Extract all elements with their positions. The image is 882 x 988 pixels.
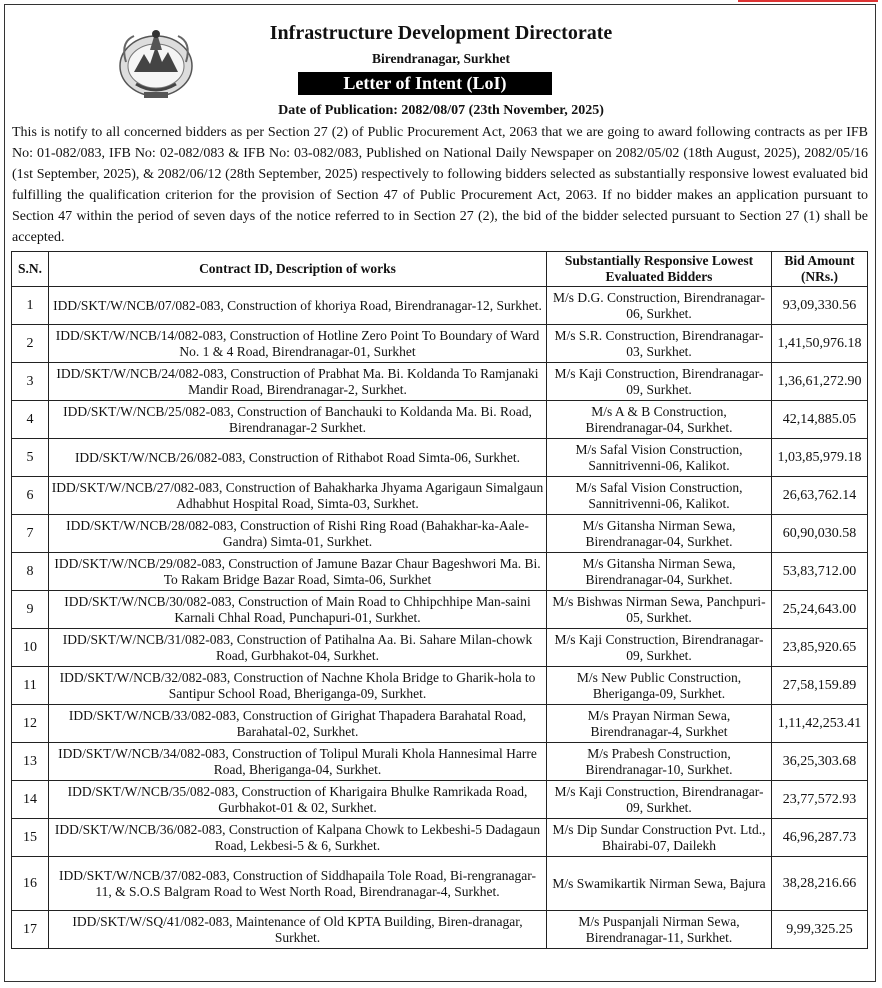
cell-contract-description: IDD/SKT/W/NCB/35/082-083, Construction of Kharigaira Bhulke Ramrikada Road, Gurbhakot-01 & 02, Surkhet. [49, 781, 547, 819]
top-accent-line [738, 0, 878, 2]
cell-bidder: M/s A & B Construction, Birendranagar-04, Surkhet. [547, 401, 772, 439]
table-header-row [12, 252, 868, 287]
cell-bid-amount: 26,63,762.14 [772, 477, 868, 515]
cell-bidder: M/s Kaji Construction, Birendranagar-09, Surkhet. [547, 363, 772, 401]
table-row [12, 515, 868, 553]
cell-contract-description: IDD/SKT/W/NCB/34/082-083, Construction of Tolipul Murali Khola Hannesimal Harre Road, Bheriganga-04, Surkhet. [49, 743, 547, 781]
cell-bid-amount: 38,28,216.66 [772, 857, 868, 911]
cell-contract-description: IDD/SKT/W/NCB/25/082-083, Construction of Banchauki to Koldanda Ma. Bi. Road, Birendranagar-2 Surkhet. [49, 401, 547, 439]
cell-bidder: M/s S.R. Construction, Birendranagar-03, Surkhet. [547, 325, 772, 363]
cell-contract-description: IDD/SKT/W/SQ/41/082-083, Maintenance of Old KPTA Building, Biren-dranagar, Surkhet. [49, 911, 547, 949]
cell-contract-description: IDD/SKT/W/NCB/36/082-083, Construction of Kalpana Chowk to Lekbeshi-5 Dadagaun Road, Lekbesi-5 & 6, Surkhet. [49, 819, 547, 857]
table-row [12, 553, 868, 591]
publication-date: Date of Publication: 2082/08/07 (23th November, 2025) [278, 103, 604, 118]
table-row [12, 743, 868, 781]
table-row [12, 401, 868, 439]
cell-bid-amount: 1,41,50,976.18 [772, 325, 868, 363]
cell-contract-description: IDD/SKT/W/NCB/33/082-083, Construction of Girighat Thapadera Barahatal Road, Barahatal-02, Surkhet. [49, 705, 547, 743]
cell-sn: 16 [12, 857, 49, 911]
cell-bid-amount: 46,96,287.73 [772, 819, 868, 857]
cell-contract-description: IDD/SKT/W/NCB/32/082-083, Construction of Nachne Khola Bridge to Gharik-hola to Santipur School Road, Bheriganga-09, Surkhet. [49, 667, 547, 705]
cell-bidder: M/s Kaji Construction, Birendranagar-09, Surkhet. [547, 629, 772, 667]
cell-bidder: M/s Kaji Construction, Birendranagar-09, Surkhet. [547, 781, 772, 819]
cell-bid-amount: 93,09,330.56 [772, 287, 868, 325]
cell-bidder: M/s Prabesh Construction, Birendranagar-10, Surkhet. [547, 743, 772, 781]
cell-contract-description: IDD/SKT/W/NCB/24/082-083, Construction of Prabhat Ma. Bi. Koldanda To Ramjanaki Mandir Road, Birendranagar-2, Surkhet. [49, 363, 547, 401]
table-row [12, 705, 868, 743]
cell-bid-amount: 53,83,712.00 [772, 553, 868, 591]
cell-bidder: M/s Gitansha Nirman Sewa, Birendranagar-04, Surkhet. [547, 515, 772, 553]
cell-sn: 9 [12, 591, 49, 629]
col-header-amount: Bid Amount (NRs.) [772, 252, 868, 287]
cell-bid-amount: 23,77,572.93 [772, 781, 868, 819]
cell-contract-description: IDD/SKT/W/NCB/28/082-083, Construction of Rishi Ring Road (Bahakhar-ka-Aale-Gandra) Simta-01, Surkhet. [49, 515, 547, 553]
cell-contract-description: IDD/SKT/W/NCB/26/082-083, Construction of Rithabot Road Simta-06, Surkhet. [49, 439, 547, 477]
cell-sn: 3 [12, 363, 49, 401]
cell-sn: 7 [12, 515, 49, 553]
cell-bidder: M/s Prayan Nirman Sewa, Birendranagar-4, Surkhet [547, 705, 772, 743]
cell-bidder: M/s Gitansha Nirman Sewa, Birendranagar-04, Surkhet. [547, 553, 772, 591]
cell-sn: 5 [12, 439, 49, 477]
cell-bidder: M/s Safal Vision Construction, Sannitrivenni-06, Kalikot. [547, 477, 772, 515]
page-title: Infrastructure Development Directorate [269, 22, 613, 44]
cell-contract-description: IDD/SKT/W/NCB/27/082-083, Construction of Bahakharka Jhyama Agarigaun Simalgaun Adhabhut Hospital Road, Simta-03, Surkhet. [49, 477, 547, 515]
table-row [12, 439, 868, 477]
col-header-bidder: Substantially Responsive Lowest Evaluated Bidders [547, 252, 772, 287]
cell-bid-amount: 27,58,159.89 [772, 667, 868, 705]
cell-bid-amount: 1,36,61,272.90 [772, 363, 868, 401]
cell-bidder: M/s Bishwas Nirman Sewa, Panchpuri-05, Surkhet. [547, 591, 772, 629]
cell-bidder: M/s Swamikartik Nirman Sewa, Bajura [547, 857, 772, 911]
cell-contract-description: IDD/SKT/W/NCB/29/082-083, Construction of Jamune Bazar Chaur Bageshwori Ma. Bi. To Rakam Bridge Bazar Road, Simta-06, Surkhet [49, 553, 547, 591]
table-row [12, 911, 868, 949]
cell-sn: 11 [12, 667, 49, 705]
cell-sn: 12 [12, 705, 49, 743]
cell-sn: 1 [12, 287, 49, 325]
table-row [12, 819, 868, 857]
cell-bid-amount: 1,11,42,253.41 [772, 705, 868, 743]
table-row [12, 287, 868, 325]
cell-sn: 2 [12, 325, 49, 363]
notice-paragraph: This is notify to all concerned bidders as per Section 27 (2) of Public Procurement Act, 2063 that we are going to award following contracts as per IFB No: 01-082/083, IFB No: 02-082/083 & IFB No: 03-082/083, Published on National Daily Newspaper on 2082/05/02 (18th August, 2025), 2082/05/16 (1st September, 2025), & 2082/06/12 (28th September, 2025) respectively to following bidders selected as substantially responsive lowest evaluated bid fulfilling the qualification criterion for the provision of Section 47 of Public Procurement Act, 2063. If no bidder makes an application pursuant to Section 47 within the period of seven days of the notice referred to in Section 27 (2), the bid of the bidder selected pursuant to Section 27 (1) shall be accepted. [12, 125, 868, 245]
cell-sn: 14 [12, 781, 49, 819]
cell-bid-amount: 25,24,643.00 [772, 591, 868, 629]
office-location: Birendranagar, Surkhet [371, 51, 511, 66]
cell-bidder: M/s New Public Construction, Bheriganga-09, Surkhet. [547, 667, 772, 705]
cell-bidder: M/s D.G. Construction, Birendranagar-06, Surkhet. [547, 287, 772, 325]
table-row [12, 629, 868, 667]
cell-bid-amount: 60,90,030.58 [772, 515, 868, 553]
cell-bid-amount: 36,25,303.68 [772, 743, 868, 781]
table-row [12, 781, 868, 819]
col-header-sn: S.N. [12, 252, 49, 287]
cell-bidder: M/s Dip Sundar Construction Pvt. Ltd., Bhairabi-07, Dailekh [547, 819, 772, 857]
cell-sn: 10 [12, 629, 49, 667]
cell-contract-description: IDD/SKT/W/NCB/30/082-083, Construction of Main Road to Chhipchhipe Man-saini Karnali Chhal Road, Punchapuri-01, Surkhet. [49, 591, 547, 629]
cell-sn: 8 [12, 553, 49, 591]
cell-sn: 15 [12, 819, 49, 857]
table-row [12, 477, 868, 515]
cell-sn: 6 [12, 477, 49, 515]
cell-sn: 17 [12, 911, 49, 949]
cell-bidder: M/s Puspanjali Nirman Sewa, Birendranagar-11, Surkhet. [547, 911, 772, 949]
cell-bid-amount: 1,03,85,979.18 [772, 439, 868, 477]
cell-bidder: M/s Safal Vision Construction, Sannitrivenni-06, Kalikot. [547, 439, 772, 477]
cell-contract-description: IDD/SKT/W/NCB/31/082-083, Construction of Patihalna Aa. Bi. Sahare Milan-chowk Road, Gurbhakot-04, Surkhet. [49, 629, 547, 667]
col-header-contract: Contract ID, Description of works [49, 252, 547, 287]
table-row [12, 667, 868, 705]
cell-bid-amount: 23,85,920.65 [772, 629, 868, 667]
cell-bid-amount: 9,99,325.25 [772, 911, 868, 949]
cell-contract-description: IDD/SKT/W/NCB/07/082-083, Construction of khoriya Road, Birendranagar-12, Surkhet. [49, 287, 547, 325]
cell-sn: 13 [12, 743, 49, 781]
loi-banner: Letter of Intent (LoI) [298, 72, 552, 95]
contracts-table [11, 251, 868, 949]
cell-contract-description: IDD/SKT/W/NCB/37/082-083, Construction of Siddhapaila Tole Road, Bi-rengranagar-11, & S.O.S Balgram Road to West North Road, Birendranagar-4, Surkhet. [49, 857, 547, 911]
table-row [12, 363, 868, 401]
cell-contract-description: IDD/SKT/W/NCB/14/082-083, Construction of Hotline Zero Point To Boundary of Ward No. 1 & 4 Road, Birendranagar-01, Surkhet [49, 325, 547, 363]
cell-bid-amount: 42,14,885.05 [772, 401, 868, 439]
table-row [12, 325, 868, 363]
table-row [12, 591, 868, 629]
cell-sn: 4 [12, 401, 49, 439]
table-row [12, 857, 868, 911]
